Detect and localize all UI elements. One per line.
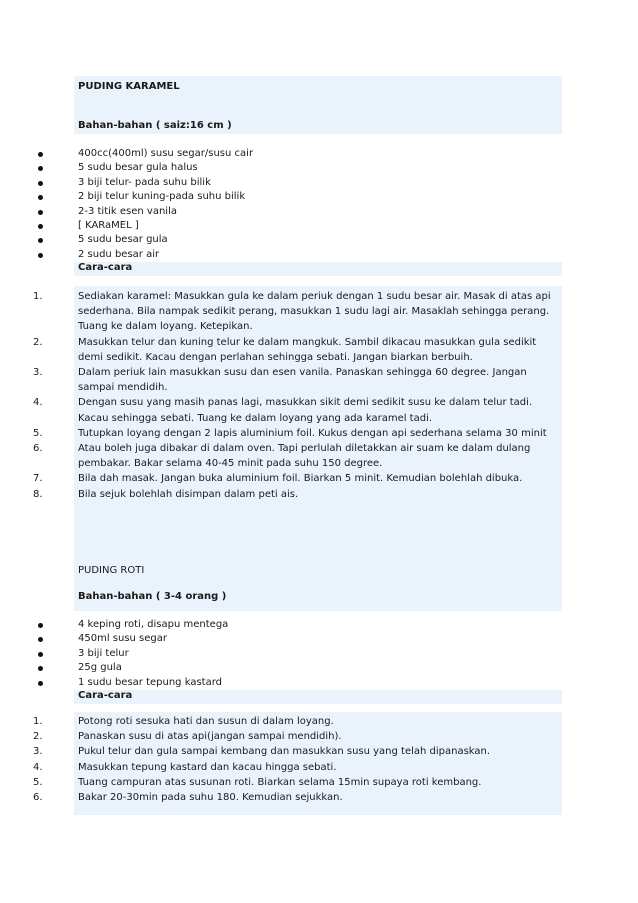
step-number: 5.	[33, 427, 43, 439]
list-item	[0, 365, 560, 395]
step-number: 4.	[33, 397, 43, 409]
recipe2-title: PUDING ROTI	[78, 565, 145, 576]
step-number: 1.	[33, 291, 43, 302]
step-text: Bila dah masak. Jangan buka aluminium foil. Biarkan 5 minit. Kemudian bolehlah dibuka.	[78, 473, 523, 485]
list-item	[0, 775, 560, 790]
list-item: 5 sudu besar gula	[0, 233, 560, 247]
step-number: 2.	[33, 336, 43, 348]
step-text: Atau boleh juga dibakar di dalam oven. Tapi perlulah diletakkan air suam ke dalam dulang pembakar. Bakar selama 40-45 minit pada suhu 150 degree.	[78, 443, 531, 470]
list-item	[0, 426, 560, 441]
list-item	[0, 487, 560, 502]
list-item: [ KARaMEL ]	[0, 219, 560, 233]
step-number: 2.	[33, 731, 43, 743]
step-text: Masukkan tepung kastard dan kacau hingga sebati.	[78, 761, 337, 773]
step-text: Pukul telur dan gula sampai kembang dan masukkan susu yang telah dipanaskan.	[78, 746, 491, 758]
recipe2-method-heading: Cara-cara	[78, 690, 133, 701]
list-item: 3 biji telur- pada suhu bilik	[0, 176, 560, 190]
list-item	[0, 760, 560, 775]
list-item	[0, 289, 560, 335]
list-item	[0, 729, 560, 744]
step-number: 7.	[33, 473, 43, 485]
step-text: Masukkan telur dan kuning telur ke dalam mangkuk. Sambil dikacau masukkan gula sedikit demi sedikit. Kacau dengan perlahan sehingga sebati. Jangan biarkan berbuih.	[78, 336, 537, 363]
recipe2-ingredient-list	[0, 618, 560, 690]
method-heading-panel-2	[74, 690, 562, 704]
recipe1-title: PUDING KARAMEL	[78, 81, 180, 92]
recipe1-ingredient-list	[0, 147, 560, 262]
step-text: Dalam periuk lain masukkan susu dan esen vanila. Panaskan sehingga 60 degree. Jangan sampai mendidih.	[78, 367, 527, 394]
list-item: 400cc(400ml) susu segar/susu cair	[0, 147, 560, 161]
list-item	[0, 441, 560, 471]
step-text: Panaskan susu di atas api(jangan sampai mendidih).	[78, 731, 342, 743]
step-number: 8.	[33, 488, 43, 500]
step-text: Dengan susu yang masih panas lagi, masukkan sikit demi sedikit susu ke dalam telur tadi. Kacau sehingga sebati. Tuang ke dalam loyang yang ada karamel tadi.	[78, 397, 533, 424]
step-text: Bila sejuk bolehlah disimpan dalam peti ais.	[78, 488, 299, 500]
step-text: Bakar 20-30min pada suhu 180. Kemudian sejukkan.	[78, 792, 343, 804]
list-item: 1 sudu besar tepung kastard	[0, 676, 560, 690]
step-number: 3.	[33, 367, 43, 379]
list-item	[0, 395, 560, 425]
step-text: Tuang campuran atas susunan roti. Biarkan selama 15min supaya roti kembang.	[78, 776, 482, 788]
recipe2-ingredients-heading: Bahan-bahan ( 3-4 orang )	[78, 591, 227, 602]
list-item: 450ml susu segar	[0, 632, 560, 646]
list-item: 5 sudu besar gula halus	[0, 161, 560, 175]
list-item: 2 biji telur kuning-pada suhu bilik	[0, 190, 560, 204]
list-item	[0, 714, 560, 729]
step-number: 5.	[33, 776, 43, 788]
list-item: 2-3 titik esen vanila	[0, 205, 560, 219]
recipe2-steps	[0, 714, 560, 805]
step-number: 6.	[33, 792, 43, 804]
list-item	[0, 471, 560, 486]
list-item: 25g gula	[0, 661, 560, 675]
step-text: Tutupkan loyang dengan 2 lapis aluminium foil. Kukus dengan api sederhana selama 30 minit	[78, 427, 547, 439]
list-item	[0, 335, 560, 365]
step-number: 1.	[33, 716, 43, 727]
step-number: 6.	[33, 443, 43, 455]
step-number: 3.	[33, 746, 43, 758]
step-text: Sediakan karamel: Masukkan gula ke dalam periuk dengan 1 sudu besar air. Masak di atas api sederhana. Bila nampak sedikit perang, masukkan 1 sudu lagi air. Masaklah sehingga perang. Tuang ke dalam loyang. Ketepikan.	[78, 291, 551, 333]
list-item: 2 sudu besar air	[0, 248, 560, 262]
list-item	[0, 744, 560, 759]
step-text: Potong roti sesuka hati dan susun di dalam loyang.	[78, 716, 334, 727]
list-item	[0, 790, 560, 805]
method-heading-panel-1	[74, 262, 562, 276]
step-number: 4.	[33, 761, 43, 773]
list-item: 4 keping roti, disapu mentega	[0, 618, 560, 632]
recipe1-method-heading: Cara-cara	[78, 262, 133, 273]
list-item: 3 biji telur	[0, 647, 560, 661]
recipe1-steps	[0, 289, 560, 502]
recipe1-ingredients-heading: Bahan-bahan ( saiz:16 cm )	[78, 120, 232, 131]
